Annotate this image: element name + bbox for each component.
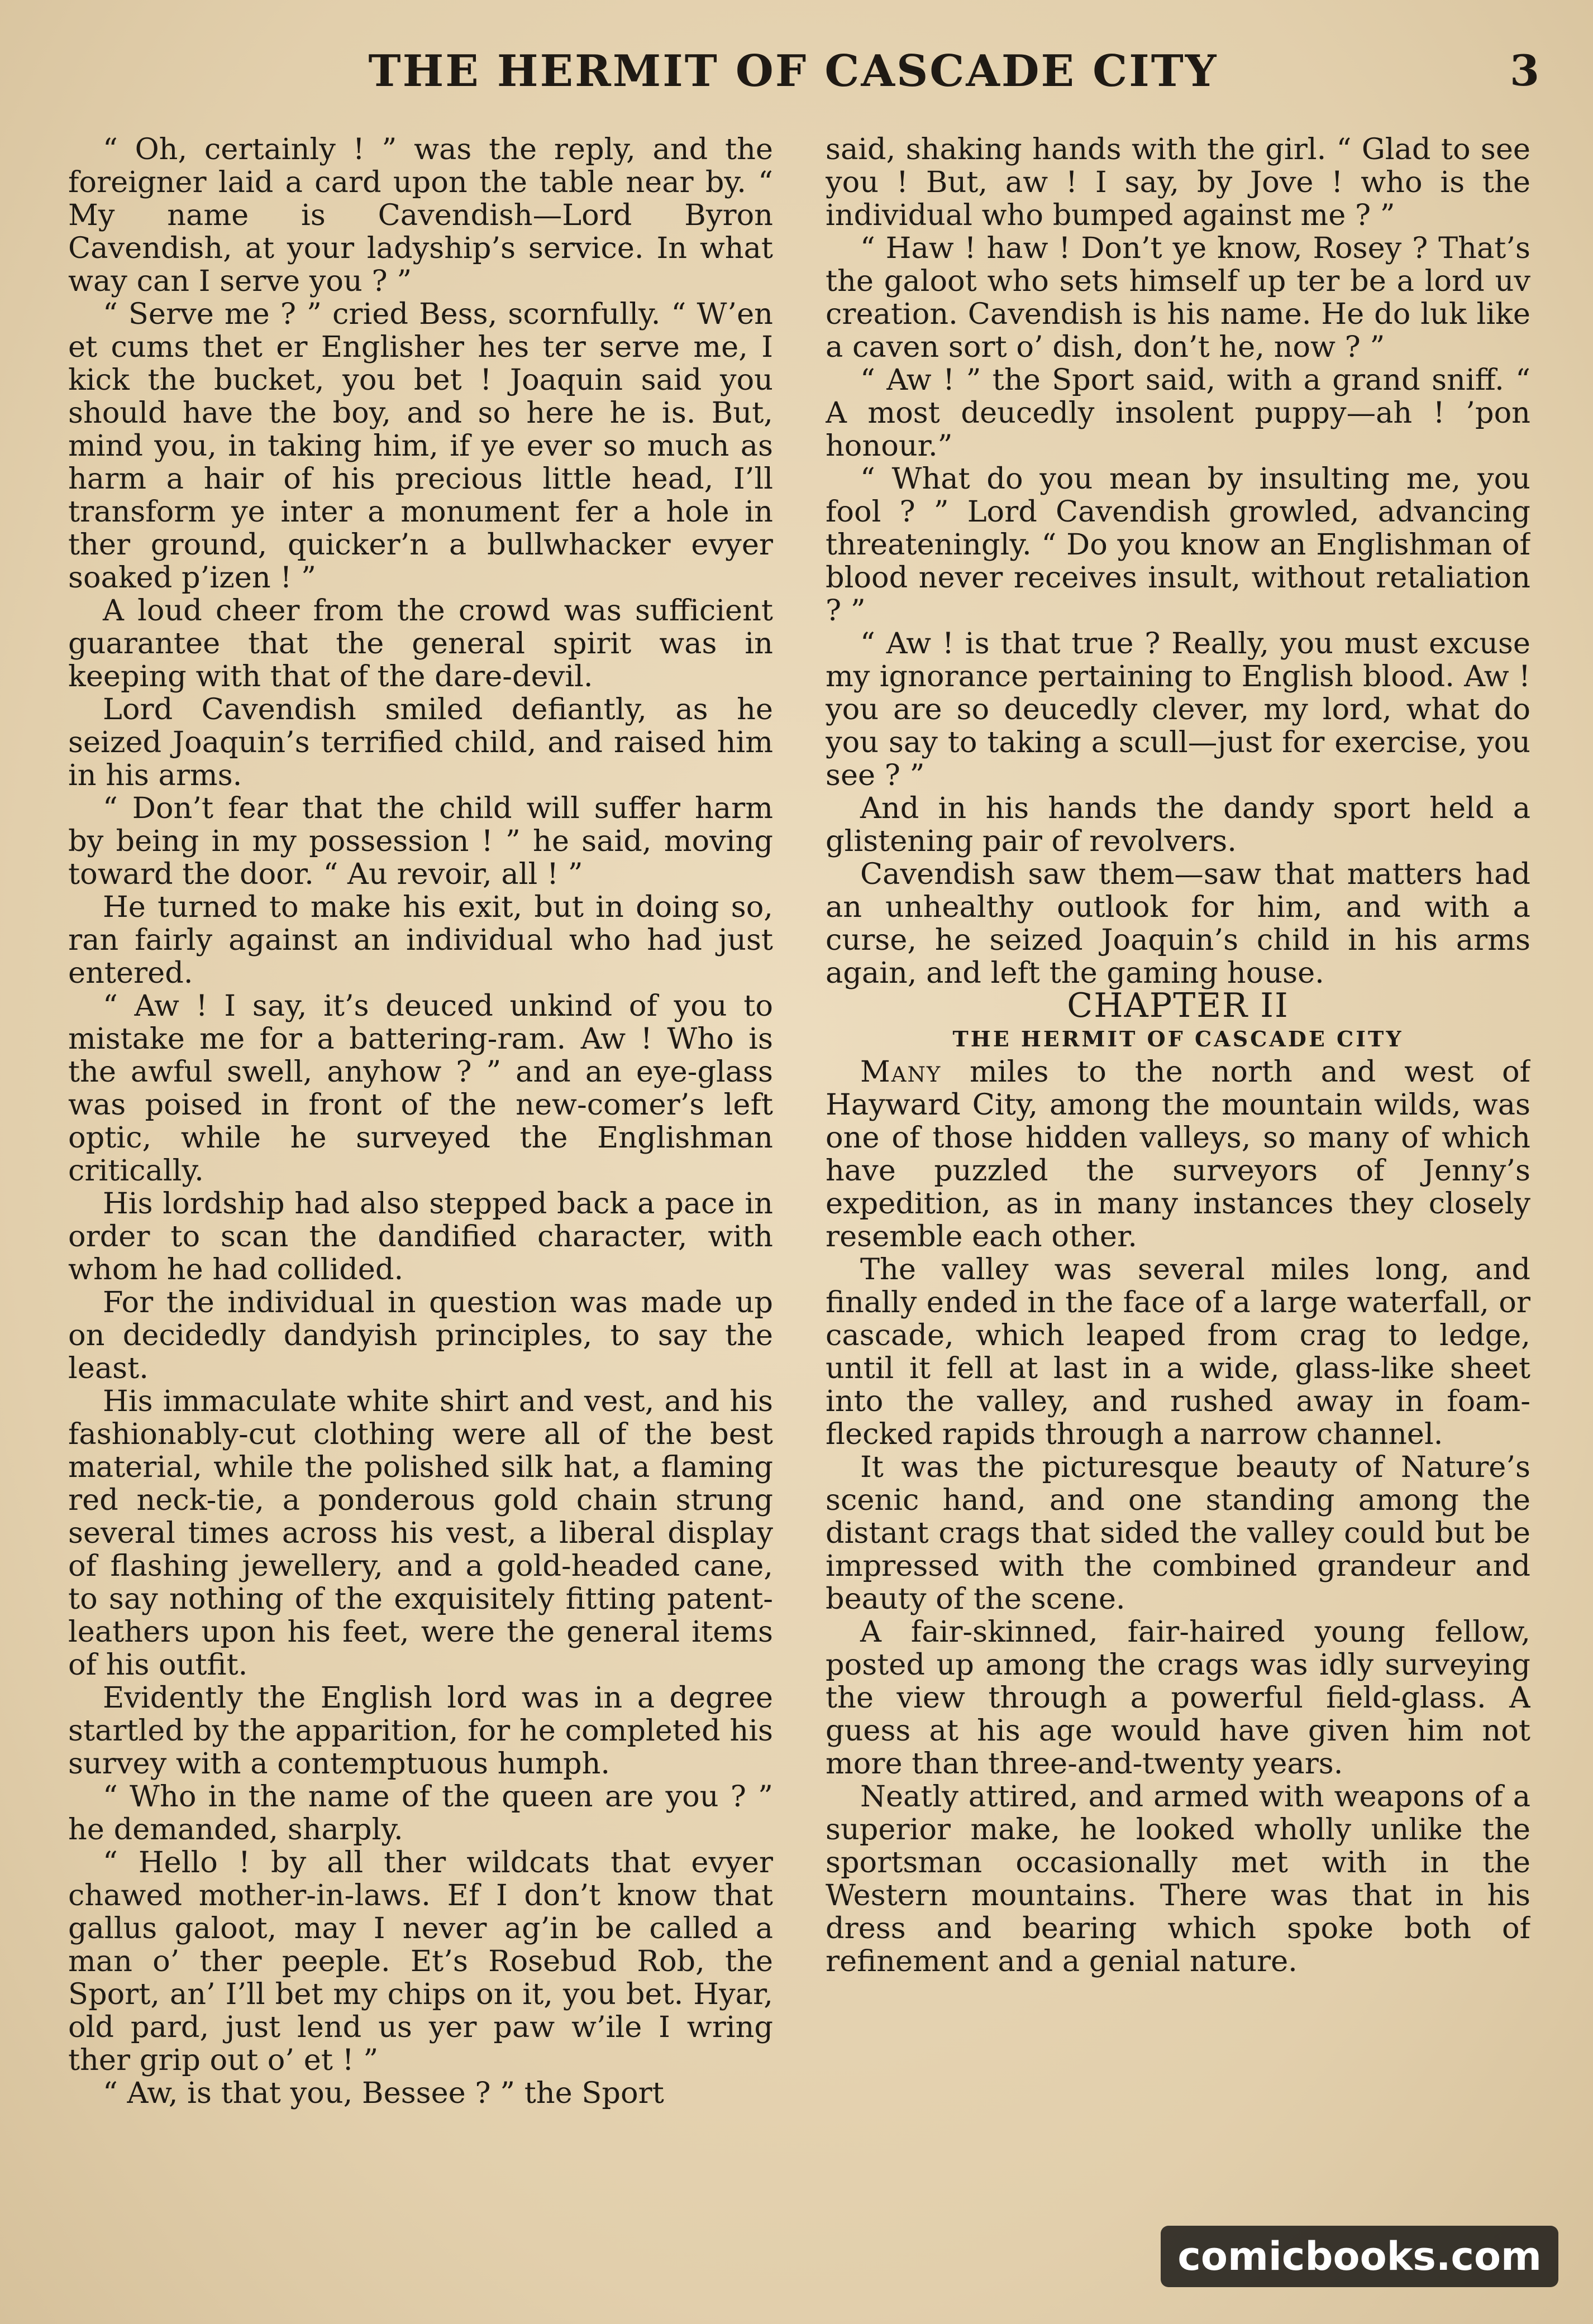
paragraph: And in his hands the dandy sport held a glistening pair of revolvers.: [826, 791, 1530, 858]
paragraph: “ Aw, is that you, Bessee ? ” the Sport: [103, 2076, 664, 2110]
watermark: comicbooks.com: [1161, 2226, 1558, 2287]
page-header: [0, 46, 1593, 113]
paragraph: said, shaking hands with the girl. “ Glad to see you ! But, aw ! I say, by Jove ! who is the individual who bumped against me ? ”: [826, 133, 1530, 232]
opening-rest: miles to the north and west of Hayward City, among the mountain wilds, was one of those hidden valleys, so many of which have puzzled the surveyors of Jenny’s expedition, as in many instances they closely resemble each other.: [826, 1055, 1530, 1254]
paragraph: For the individual in question was made up on decidedly dandyish principles, to say the least.: [68, 1285, 773, 1385]
chapter-title: CHAPTER II: [1067, 986, 1289, 1025]
paragraph: “ Aw ! ” the Sport said, with a grand sniff. “ A most deucedly insolent puppy—ah ! ’pon honour.”: [826, 363, 1530, 463]
paragraph: It was the picturesque beauty of Nature’s scenic hand, and one standing among the distant crags that sided the valley could but be impressed with the combined grandeur and beauty of the scene.: [826, 1450, 1530, 1616]
chapter-subtitle: THE HERMIT OF CASCADE CITY: [952, 1026, 1404, 1051]
paragraph: His lordship had also stepped back a pace in order to scan the dandified character, with whom he had collided.: [68, 1187, 773, 1287]
left-column: [68, 133, 773, 2171]
paragraph: “ Oh, certainly ! ” was the reply, and the foreigner laid a card upon the table near by. “ My name is Cavendish—Lord Byron Cavendish, at your ladyship’s service. In what way can I serve you ? ”: [68, 133, 773, 298]
chapter-opening-paragraph: [826, 1055, 1530, 1253]
paragraph: “ What do you mean by insulting me, you fool ? ” Lord Cavendish growled, advancing threateningly. “ Do you know an Englishman of blood never receives insult, without retaliation ? ”: [826, 462, 1530, 628]
right-column: [826, 133, 1530, 2171]
paragraph: “ Serve me ? ” cried Bess, scornfully. “ W’en et cums thet er Englisher hes ter serve me, I kick the bucket, you bet ! Joaquin said you should have the boy, and so here he is. But, mind you, in taking him, if ye ever so much as harm a hair of his precious little head, I’ll transform ye inter a monument fer a hole in ther ground, quicker’n a bullwhacker evyer soaked p’izen ! ”: [68, 297, 773, 595]
paragraph: “ Haw ! haw ! Don’t ye know, Rosey ? That’s the galoot who sets himself up ter be a lord uv creation. Cavendish is his name. He do luk like a caven sort o’ dish, don’t he, now ? ”: [826, 231, 1530, 364]
paragraph: “ Hello ! by all ther wildcats that evyer chawed mother-in-laws. Ef I don’t know that gallus galoot, may I never ag’in be called a man o’ ther peeple. Et’s Rosebud Rob, the Sport, an’ I’ll bet my chips on it, you bet. Hyar, old pard, just lend us yer paw w’ile I wring ther grip out o’ et ! ”: [68, 1845, 773, 2077]
paragraph: He turned to make his exit, but in doing so, ran fairly against an individual who had just entered.: [68, 890, 773, 990]
paragraph: Neatly attired, and armed with weapons of a superior make, he looked wholly unlike the sportsman occasionally met with in the Western mountains. There was that in his dress and bearing which spoke both of refinement and a genial nature.: [826, 1780, 1530, 1978]
paragraph: A loud cheer from the crowd was sufficient guarantee that the general spirit was in keeping with that of the dare-devil.: [68, 594, 773, 694]
paragraph: Cavendish saw them—saw that matters had an unhealthy outlook for him, and with a curse, he seized Joaquin’s child in his arms again, and left the gaming house.: [826, 857, 1530, 990]
paragraph: A fair-skinned, fair-haired young fellow, posted up among the crags was idly surveying the view through a powerful field-glass. A guess at his age would have given him not more than three-and-twenty years.: [826, 1615, 1530, 1781]
paragraph: Lord Cavendish smiled defiantly, as he seized Joaquin’s terrified child, and raised him in his arms.: [68, 692, 773, 792]
paragraph: “ Who in the name of the queen are you ? ” he demanded, sharply.: [68, 1780, 773, 1847]
paragraph: The valley was several miles long, and finally ended in the face of a large waterfall, or cascade, which leaped from crag to ledge, until it fell at last in a wide, glass-like sheet into the valley, and rushed away in foam-flecked rapids through a narrow channel.: [826, 1252, 1530, 1451]
paragraph: His immaculate white shirt and vest, and his fashionably-cut clothing were all of the best material, while the polished silk hat, a flaming red neck-tie, a ponderous gold chain strung several times across his vest, a liberal display of flashing jewellery, and a gold-headed cane, to say nothing of the exquisitely fitting patent-leathers upon his feet, were the general items of his outfit.: [68, 1384, 773, 1682]
paragraph: Evidently the English lord was in a degree startled by the apparition, for he completed his survey with a contemptuous humph.: [68, 1681, 773, 1781]
running-title: THE HERMIT OF CASCADE CITY: [368, 46, 1218, 97]
opening-lead-word: Many: [860, 1055, 942, 1089]
paragraph: “ Aw ! is that true ? Really, you must excuse my ignorance pertaining to English blood. Aw ! you are so deucedly clever, my lord, what do you say to taking a scull—just for exercise, you see ? ”: [826, 627, 1530, 792]
paragraph: “ Aw ! I say, it’s deuced unkind of you to mistake me for a battering-ram. Aw ! Who is the awful swell, anyhow ? ” and an eye-glass was poised in front of the new-comer’s left optic, while he surveyed the Englishman critically.: [68, 989, 773, 1188]
page-number: 3: [1510, 46, 1539, 95]
paragraph: “ Don’t fear that the child will suffer harm by being in my possession ! ” he said, moving toward the door. “ Au revoir, all ! ”: [68, 791, 773, 891]
